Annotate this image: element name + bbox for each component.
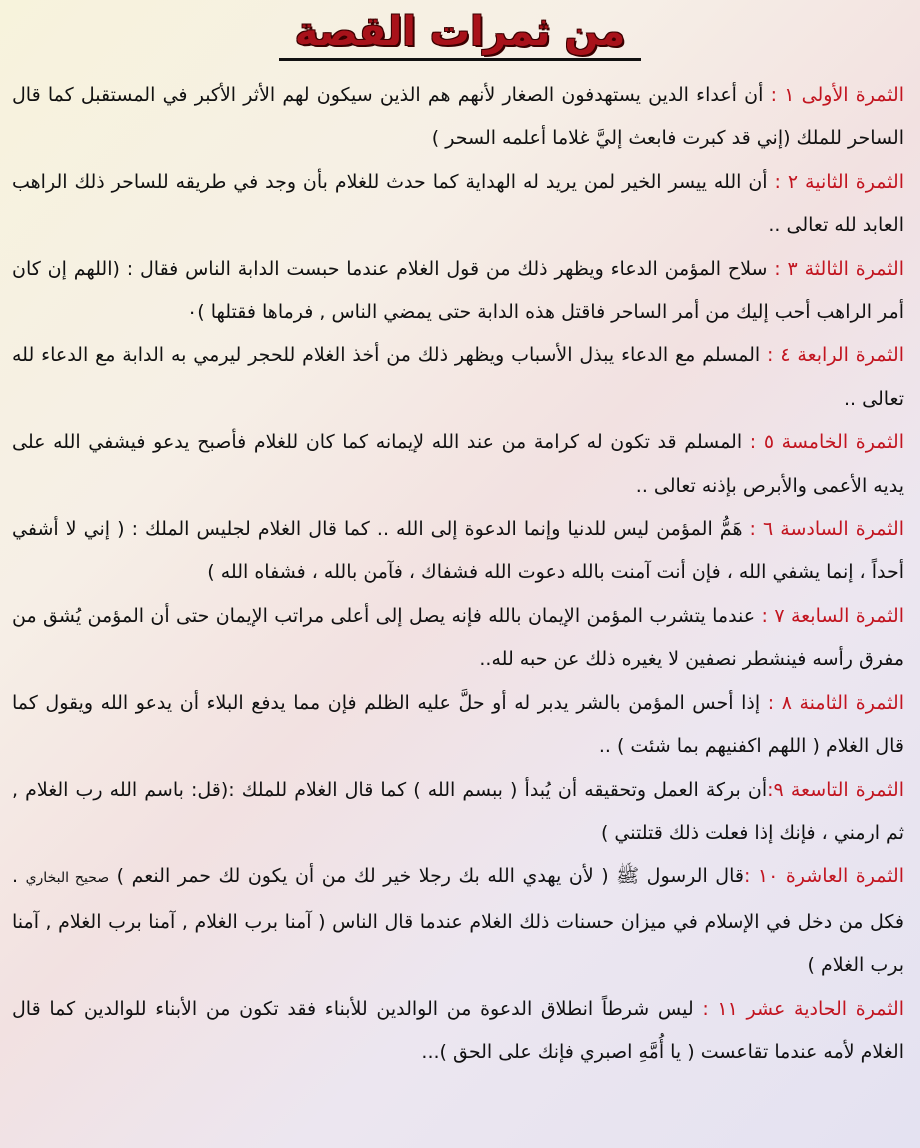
fruit-text: ليس شرطاً انطلاق الدعوة من الوالدين للأبناء فقد تكون من الأبناء للوالدين كما قال الغلام لأمه عندما تقاعست ( يا أُمَّهِ اصبري فإنك على الحق )... <box>12 997 904 1063</box>
fruit-label: الثمرة الأولى ١ : <box>770 84 904 106</box>
hadith-source: صحيح البخاري <box>25 870 110 887</box>
fruit-item-3 <box>12 248 904 335</box>
fruit-label: الثمرة التاسعة ٩: <box>767 778 905 801</box>
fruit-label: الثمرة الثالثة ٣ : <box>774 257 904 280</box>
fruit-label: الثمرة الرابعة ٤ : <box>767 344 904 367</box>
fruit-label: الثمرة السادسة ٦ : <box>749 518 904 541</box>
fruit-text: قال الرسول ﷺ ( لأن يهدي الله بك رجلا خير لك من أن يكون لك حمر النعم ) <box>116 865 744 888</box>
fruit-text: أن بركة العمل وتحقيقه أن يُبدأ ( ببسم الله ) كما قال الغلام للملك :(قل: باسم الله رب الغلام , ثم ارمني ، فإنك إذا فعلت ذلك قتلتني ) <box>12 778 904 844</box>
fruit-text: هَمُّ المؤمن ليس للدنيا وإنما الدعوة إلى الله .. كما قال الغلام لجليس الملك : ( إني لا أشفي أحداً ، إنما يشفي الله ، فإن أنت آمنت بالله دعوت الله فشفاك ، فآمن بالله ، فشفاه الله ) <box>12 518 904 584</box>
fruit-item-8 <box>12 682 904 769</box>
fruit-text: المسلم قد تكون له كرامة من عند الله لإيمانه كما كان للغلام فأصبح يدعو فيشفي الله على يديه الأعمى والأبرص بإذنه تعالى .. <box>12 431 904 497</box>
fruit-label: الثمرة الثامنة ٨ : <box>767 691 904 714</box>
fruit-item-10 <box>12 855 904 987</box>
fruit-text-continued: . فكل من دخل في الإسلام في ميزان حسنات ذلك الغلام عندما قال الناس ( آمنا برب الغلام , آمنا برب الغلام , آمنا برب الغلام ) <box>12 865 904 977</box>
fruit-text: أن أعداء الدين يستهدفون الصغار لأنهم هم الذين سيكون لهم الأثر الأكبر في المستقبل كما قال الساحر للملك (إني قد كبرت فابعث إليَّ غلاما أعلمه السحر ) <box>12 84 904 150</box>
title-container <box>0 6 920 61</box>
page-title: من ثمرات القصة <box>279 6 641 61</box>
fruit-label: الثمرة السابعة ٧ : <box>761 604 904 627</box>
fruit-item-6 <box>12 508 904 595</box>
fruit-text: عندما يتشرب المؤمن الإيمان بالله فإنه يصل إلى أعلى مراتب الإيمان حتى أن المؤمن يُشق من مفرق رأسه فينشطر نصفين لا يغيره ذلك عن حبه لله.. <box>12 604 904 671</box>
fruit-item-9 <box>12 769 904 856</box>
fruit-text: المسلم مع الدعاء يبذل الأسباب ويظهر ذلك من أخذ الغلام للحجر ليرمي به الدابة مع الدعاء لله تعالى .. <box>12 344 904 410</box>
fruit-item-7 <box>12 595 904 682</box>
fruits-list <box>12 74 904 1074</box>
fruit-label: الثمرة العاشرة ١٠ : <box>743 865 904 888</box>
fruit-text: سلاح المؤمن الدعاء ويظهر ذلك من قول الغلام عندما حبست الدابة الناس فقال : (اللهم إن كان أمر الراهب أحب إليك من أمر الساحر فاقتل هذه الدابة حتى يمضي الناس , فرماها فقتلها )٠ <box>12 257 904 324</box>
fruit-item-2 <box>12 161 904 248</box>
fruit-item-11 <box>12 988 904 1075</box>
fruit-label: الثمرة الثانية ٢ : <box>774 170 904 193</box>
fruit-item-5 <box>12 421 904 508</box>
fruit-item-1 <box>12 74 904 161</box>
fruit-label: الثمرة الحادية عشر ١١ : <box>702 997 904 1020</box>
fruit-label: الثمرة الخامسة ٥ : <box>749 431 904 454</box>
fruit-item-4 <box>12 334 904 421</box>
fruit-text: إذا أحس المؤمن بالشر يدبر له أو حلَّ عليه الظلم فإن مما يدفع البلاء أن يدعو الله ويقول كما قال الغلام ( اللهم اكفنيهم بما شئت ) .. <box>12 691 904 758</box>
fruit-text: أن الله ييسر الخير لمن يريد له الهداية كما حدث للغلام بأن وجد في طريقه للساحر ذلك الراهب العابد لله تعالى .. <box>12 170 904 237</box>
